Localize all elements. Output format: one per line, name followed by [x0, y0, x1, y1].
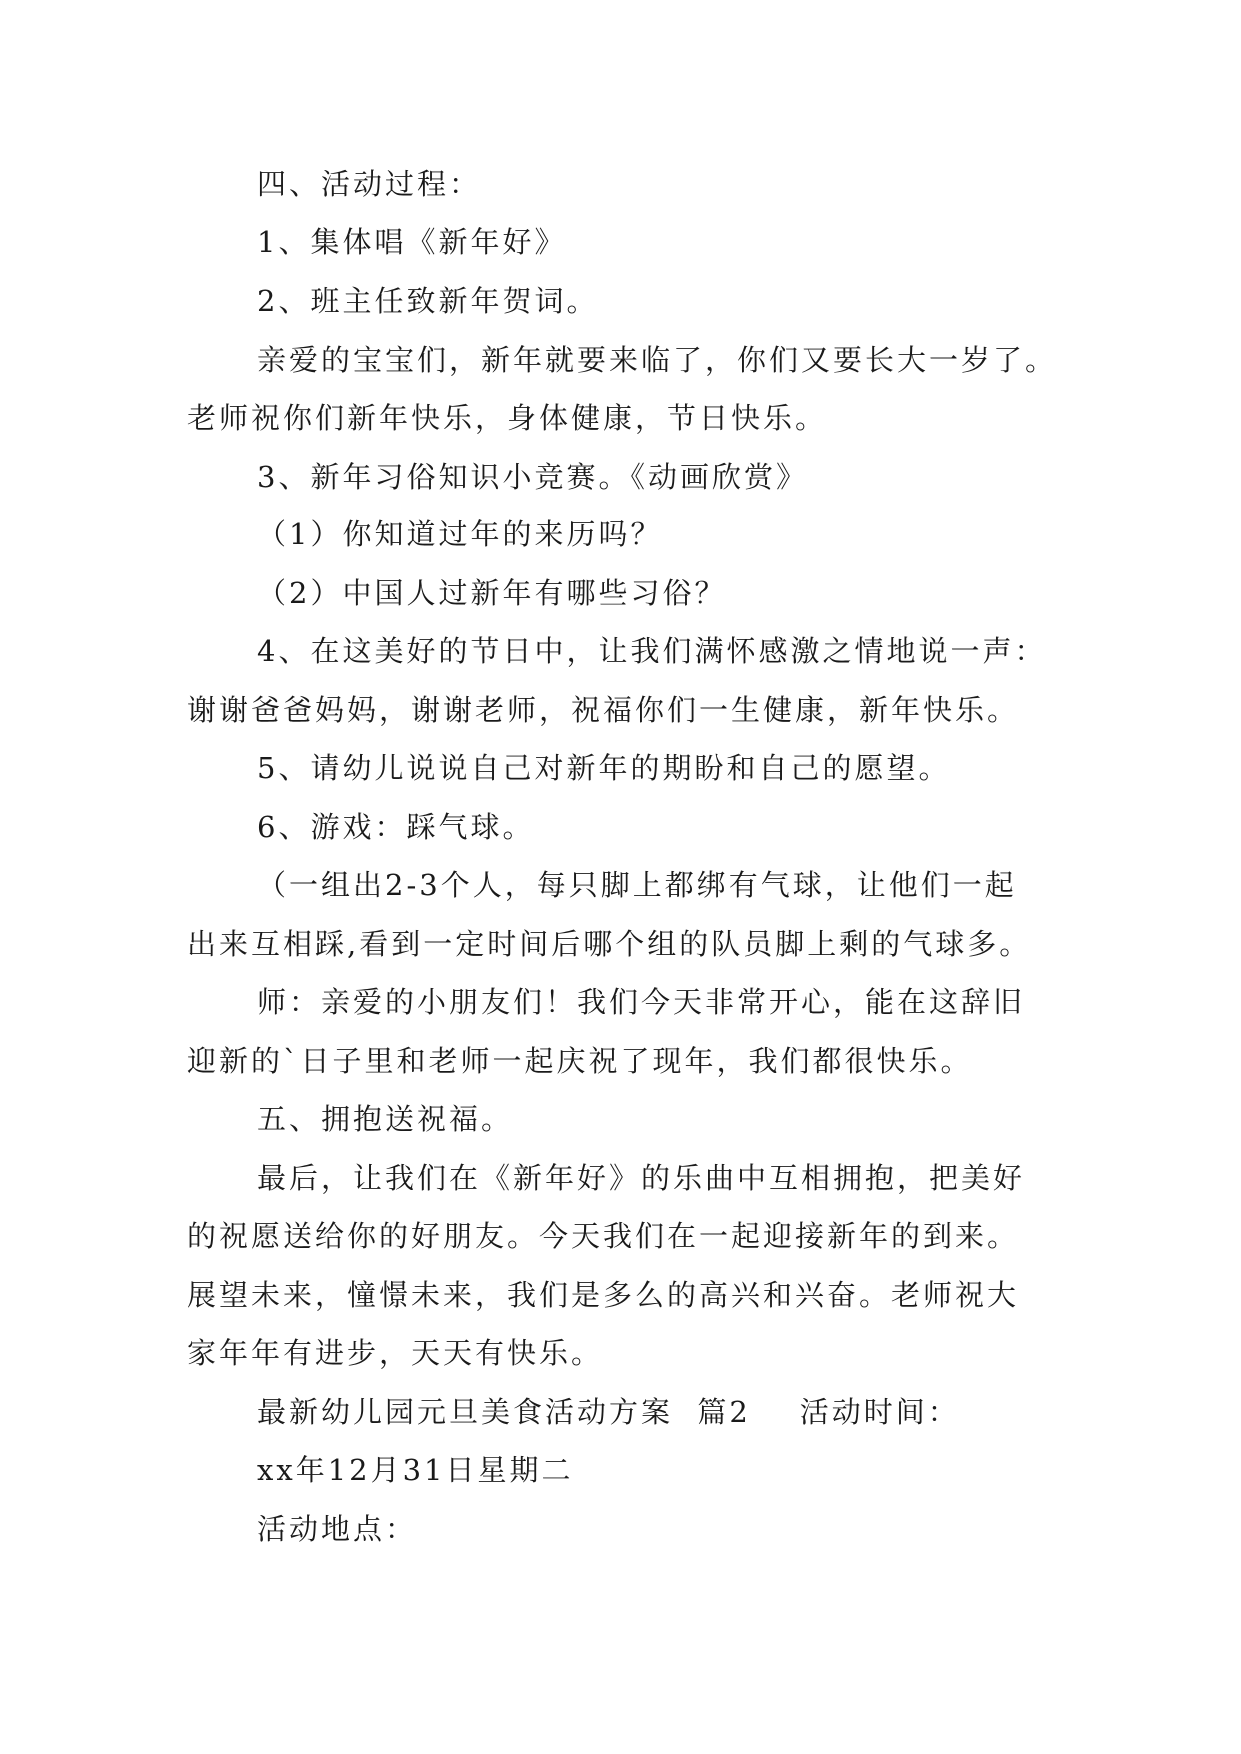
text-line: 五、拥抱送祝福。: [257, 1102, 514, 1136]
text-line: 最新幼儿园元旦美食活动方案 篇2 活动时间：: [257, 1395, 960, 1429]
text-line: 四、活动过程：: [257, 167, 482, 201]
text-line: 迎新的`日子里和老师一起庆祝了现年，我们都很快乐。: [187, 1044, 973, 1078]
text-line: 6、游戏：踩气球。: [257, 810, 535, 844]
text-line: 的祝愿送给你的好朋友。今天我们在一起迎接新年的到来。: [187, 1219, 1020, 1253]
text-line: （2）中国人过新年有哪些习俗？: [257, 576, 727, 610]
text-line: 3、新年习俗知识小竞赛。《动画欣赏》: [257, 460, 808, 494]
text-line: 2、班主任致新年贺词。: [257, 284, 599, 318]
text-line: 老师祝你们新年快乐，身体健康，节日快乐。: [187, 401, 828, 435]
text-line: 5、请幼儿说说自己对新年的期盼和自己的愿望。: [257, 751, 951, 785]
text-line: 展望未来，憧憬未来，我们是多么的高兴和兴奋。老师祝大: [187, 1278, 1020, 1312]
text-line: 1、集体唱《新年好》: [257, 225, 567, 259]
text-line: 最后，让我们在《新年好》的乐曲中互相拥抱，把美好: [257, 1161, 1026, 1195]
text-line: xx年12月31日星期二: [257, 1453, 574, 1487]
text-line: 亲爱的宝宝们，新年就要来临了，你们又要长大一岁了。: [257, 343, 1058, 377]
text-line: 活动地点：: [257, 1512, 418, 1546]
text-line: 4、在这美好的节日中，让我们满怀感激之情地说一声：: [257, 634, 1047, 668]
text-line: 谢谢爸爸妈妈，谢谢老师，祝福你们一生健康，新年快乐。: [187, 693, 1020, 727]
text-line: （一组出2-3个人，每只脚上都绑有气球，让他们一起: [257, 868, 1017, 902]
text-line: 师：亲爱的小朋友们！我们今天非常开心，能在这辞旧: [257, 985, 1026, 1019]
text-line: （1）你知道过年的来历吗？: [257, 517, 663, 551]
text-line: 出来互相踩,看到一定时间后哪个组的队员脚上剩的气球多。: [187, 927, 1032, 961]
text-line: 家年年有进步，天天有快乐。: [187, 1336, 604, 1370]
